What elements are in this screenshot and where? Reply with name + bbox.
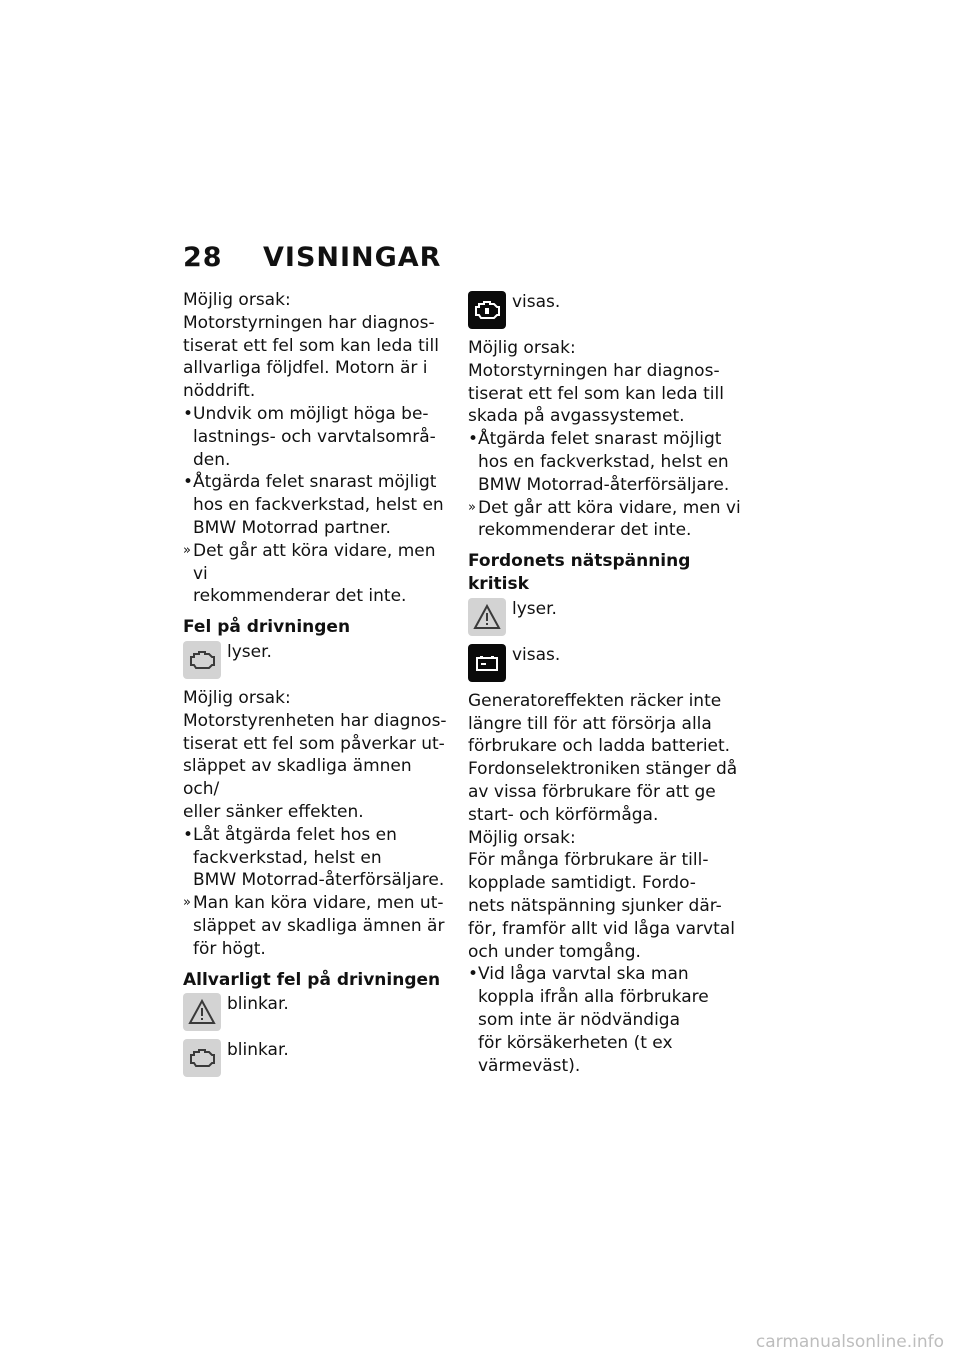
page-number: 28: [183, 242, 223, 273]
action-bullet: • Åtgärda felet snarast möjligt hos en fackverkstad, helst en BMW Motorrad partner.: [183, 471, 453, 539]
indicator-status: lyser.: [512, 598, 557, 619]
result-arrow-icon: »: [183, 542, 191, 558]
action-bullet: • Undvik om möjligt höga be- lastnings- och varvtalsområ- den.: [183, 403, 453, 471]
indicator-line: [468, 598, 743, 636]
indicator-status: lyser.: [227, 641, 272, 662]
description-text: Generatoreffekten räcker inte längre till för att försörja alla förbrukare och ladda batteriet. Fordonselektroniken stänger då av vissa förbrukare för att ge start- och körförmåga.: [468, 690, 738, 825]
cause-text: Motorstyrenheten har diagnos- tiserat ett fel som påverkar ut- släppet av skadliga ämnen och/ eller sänker effekten.: [183, 710, 447, 822]
action-bullet: • Åtgärda felet snarast möjligt hos en fackverkstad, helst en BMW Motorrad-återförsäljare.: [468, 428, 743, 496]
indicator-status: blinkar.: [227, 994, 289, 1015]
indicator-line: [183, 1039, 453, 1077]
column-left: [183, 289, 453, 1085]
cause-text: För många förbrukare är till- kopplade samtidigt. Fordo- nets nätspänning sjunker där- för, framför allt vid låga varvtal och under tomgång.: [468, 850, 735, 962]
cause-label: Möjlig orsak:: [468, 338, 576, 358]
battery-icon: [468, 644, 506, 682]
indicator-line: [468, 644, 743, 682]
engine-icon: [183, 641, 221, 679]
chapter-title: VISNINGAR: [263, 242, 442, 273]
cause-label: Möjlig orsak:: [183, 687, 291, 708]
cause-label: Möjlig orsak:: [183, 290, 291, 310]
engine-icon: [183, 1039, 221, 1077]
exhaust-engine-icon: [468, 291, 506, 329]
section-heading-drive-fault: Fel på drivningen: [183, 617, 351, 638]
section-heading-serious-fault: Allvarligt fel på drivningen: [183, 969, 441, 990]
indicator-line: [183, 641, 453, 679]
result-note: » Man kan köra vidare, men ut- släppet av skadliga ämnen är för högt.: [183, 893, 445, 959]
cause-text: Motorstyrningen har diagnos- tiserat ett fel som kan leda till allvarliga följdfel. Motorn är i nöddrift.: [183, 312, 439, 402]
column-right: [468, 289, 743, 1077]
indicator-status: blinkar.: [227, 1040, 289, 1061]
cause-label: Möjlig orsak:: [468, 827, 576, 848]
indicator-status: visas.: [512, 644, 561, 665]
action-bullet: • Vid låga varvtal ska man koppla ifrån alla förbrukare som inte är nödvändiga för körsäkerheten (t ex värmeväst).: [468, 963, 743, 1077]
warning-triangle-icon: [183, 993, 221, 1031]
warning-triangle-icon: [468, 598, 506, 636]
section-heading-voltage: Fordonets nätspänning kritisk: [468, 551, 691, 594]
cause-text: Motorstyrningen har diagnos- tiserat ett fel som kan leda till skada på avgassystemet.: [468, 360, 724, 427]
indicator-status: visas.: [512, 292, 561, 312]
result-arrow-icon: »: [468, 499, 476, 515]
indicator-line: [468, 291, 743, 329]
result-arrow-icon: »: [183, 895, 191, 911]
result-note: » Det går att köra vidare, men vi rekommenderar det inte.: [468, 497, 741, 541]
result-note: » Det går att köra vidare, men vi rekommenderar det inte.: [183, 540, 436, 607]
action-bullet: • Låt åtgärda felet hos en fackverkstad, helst en BMW Motorrad-återförsäljare.: [183, 824, 453, 892]
indicator-line: [183, 993, 453, 1031]
watermark: carmanualsonline.info: [755, 1332, 944, 1352]
page-header: [183, 242, 441, 273]
